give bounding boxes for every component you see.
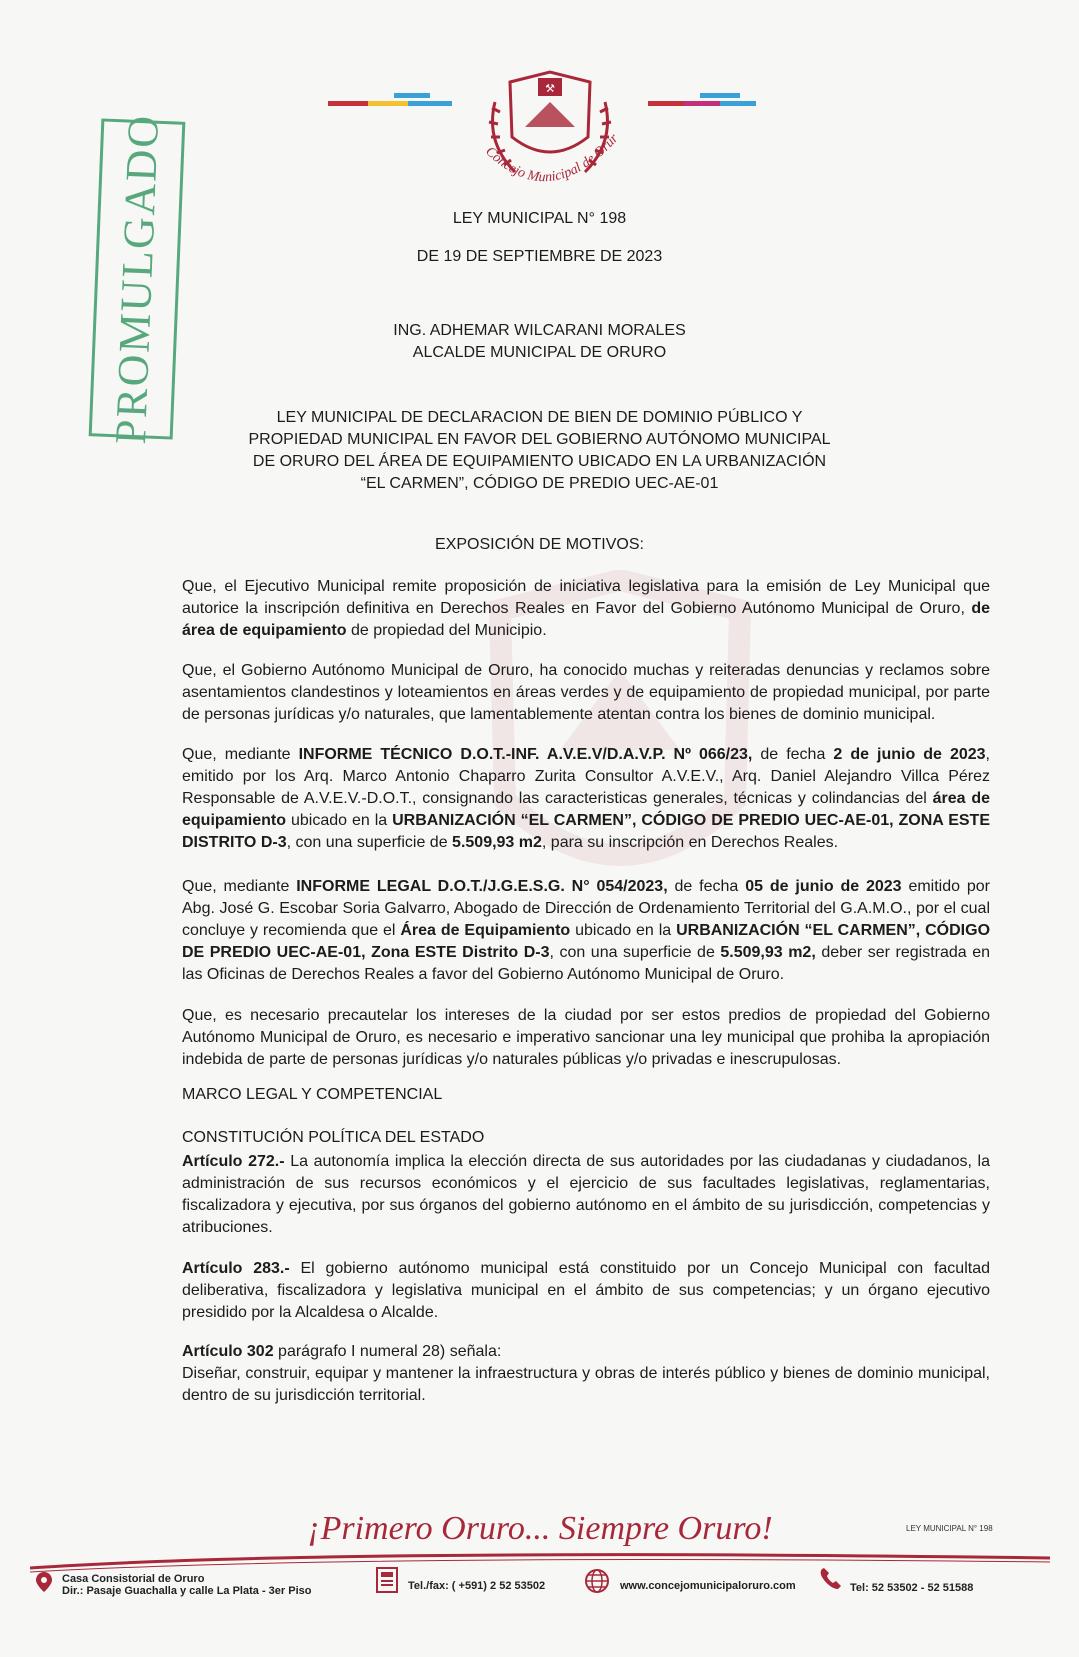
marco-legal-heading: MARCO LEGAL Y COMPETENCIAL: [182, 1086, 443, 1103]
article-272: Artículo 272.- La autonomía implica la elección directa de sus autoridades por las ciudadanas y ciudadanos, la administración de sus recursos económicos y el ejercicio de sus facultades legislativas, reglamentarias, fiscalizadora y ejecutiva, por sus órganos del gobierno autónomo en el ámbito de su jurisdicción, competencias y atribuciones.: [182, 1153, 991, 1236]
paragraph-2: Que, el Gobierno Autónomo Municipal de Oruro, ha conocido muchas y reiteradas denuncias y reclamos sobre asentamientos clandestinos y loteamientos en áreas verdes y de equipamiento de propiedad municipal, por parte de personas jurídicas y/o naturales, que lamentablemente atentan contra los bienes de dominio municipal.: [182, 662, 990, 723]
footer-address: Casa Consistorial de Oruro Dir.: Pasaje Guachalla y calle La Plata - 3er Piso: [62, 1573, 312, 1597]
footer-phone: Tel: 52 53502 - 52 51588: [850, 1582, 974, 1594]
article-283: Artículo 283.- El gobierno autónomo municipal está constituido por un Concejo Municipal con facultad deliberativa, fiscalizadora y legislativa municipal en el ámbito de sus competencias; y un órgano ejecutivo presidido por la Alcaldesa o Alcalde.: [182, 1260, 990, 1321]
paragraph-4: Que, mediante INFORME LEGAL D.O.T./J.G.E.S.G. N° 054/2023, de fecha 05 de junio de 2023 emitido por Abg. José G. Escobar Soria Galvarro, Abogado de Dirección de Ordenamiento Territorial del G.A.M.O., por el cual concluye y recomienda que el Área de Equipamiento ubicado en la URBANIZACIÓN “EL CARMEN”, CÓDIGO DE PREDIO UEC-AE-01, Zona ESTE Distrito D-3, con una superficie de 5.509,93 m2, deber ser registrada en las Oficinas de Derechos Reales a favor del Gobierno Autónomo Municipal de Oruro.: [182, 878, 991, 983]
globe-icon: [584, 1568, 610, 1599]
footer-website[interactable]: www.concejomunicipaloruro.com: [620, 1580, 796, 1592]
location-pin-icon: [36, 1572, 52, 1597]
article-302-detail: Diseñar, construir, equipar y mantener la infraestructura y obras de interés público y bienes de dominio municipal, dentro de su jurisdicción territorial.: [182, 1365, 990, 1404]
authority-block: [0, 320, 1079, 364]
law-title-line: PROPIEDAD MUNICIPAL EN FAVOR DEL GOBIERNO AUTÓNOMO MUNICIPAL: [248, 431, 831, 448]
paragraph-1: Que, el Ejecutivo Municipal remite proposición de iniciativa legislativa para la emisión de Ley Municipal que autorice la inscripción definitiva en Derechos Reales en Favor del Gobierno Autónomo Municipal de Oruro, de área de equipamiento de propiedad del Municipio.: [182, 578, 990, 639]
footer-slogan: ¡Primero Oruro... Siempre Oruro!: [307, 1510, 773, 1547]
authority-title: ALCALDE MUNICIPAL DE ORURO: [412, 344, 667, 361]
law-title-line: “EL CARMEN”, CÓDIGO DE PREDIO UEC-AE-01: [360, 475, 719, 492]
article-label: Artículo 272.-: [182, 1153, 285, 1170]
law-title-line: LEY MUNICIPAL DE DECLARACION DE BIEN DE DOMINIO PÚBLICO Y: [276, 409, 803, 426]
law-title: [0, 407, 1079, 495]
svg-text:Concejo Municipal de Oruro: Concejo Municipal de Orur: [482, 131, 622, 186]
municipal-crest-logo: [455, 42, 645, 207]
paragraph-3: Que, mediante INFORME TÉCNICO D.O.T.-INF. A.V.E.V/D.A.V.P. Nº 066/23, de fecha 2 de junio de 2023, emitido por los Arq. Marco Antonio Chaparro Zurita Consultor A.V.E.V., Arq. Daniel Alejandro Villca Pérez Responsable de A.V.E.V.-D.O.T., consignando las caracteristicas generales, técnicas y colindancias del área de equipamiento ubicado en la URBANIZACIÓN “EL CARMEN”, CÓDIGO DE PREDIO UEC-AE-01, ZONA ESTE DISTRITO D-3, con una superficie de 5.509,93 m2, para su inscripción en Derechos Reales.: [182, 746, 990, 851]
law-date: DE 19 DE SEPTIEMBRE DE 2023: [416, 248, 663, 265]
law-number: LEY MUNICIPAL N° 198: [452, 210, 627, 227]
article-label: Artículo 283.-: [182, 1260, 290, 1277]
footer-fax: Tel./fax: ( +591) 2 52 53502: [408, 1580, 546, 1592]
svg-text:⚒: ⚒: [545, 82, 555, 95]
article-label: Artículo 302: [182, 1343, 274, 1360]
law-title-line: DE ORURO DEL ÁREA DE EQUIPAMIENTO UBICADO EN LA URBANIZACIÓN: [252, 453, 827, 470]
footer-decorative-line: [30, 1546, 1050, 1576]
header-color-bar-left: [328, 101, 452, 107]
exposicion-heading: EXPOSICIÓN DE MOTIVOS:: [435, 536, 644, 553]
paragraph-5: Que, es necesario precautelar los intereses de la ciudad por ser estos predios de propiedad del Gobierno Autónomo Municipal de Oruro, es necesario e imperativo sancionar una ley municipal que prohiba la apropiación indebida de parte de personas jurídicas y/o naturales públicas y/o privadas e inescrupulosas.: [182, 1007, 990, 1068]
fax-icon: [374, 1566, 400, 1599]
phone-icon: [818, 1566, 844, 1597]
footer-law-reference: LEY MUNICIPAL N° 198: [906, 1524, 993, 1533]
authority-name: ING. ADHEMAR WILCARANI MORALES: [393, 322, 686, 339]
promulgado-stamp: PROMULGADO: [89, 118, 186, 439]
cpe-heading: CONSTITUCIÓN POLÍTICA DEL ESTADO: [182, 1129, 485, 1146]
header-color-bar-right: [648, 101, 756, 107]
article-302: Artículo 302 parágrafo I numeral 28) señala: Diseñar, construir, equipar y mantener la infraestructura y obras de interés público y bienes de dominio municipal, dentro de su jurisdicción territorial.: [182, 1341, 990, 1407]
